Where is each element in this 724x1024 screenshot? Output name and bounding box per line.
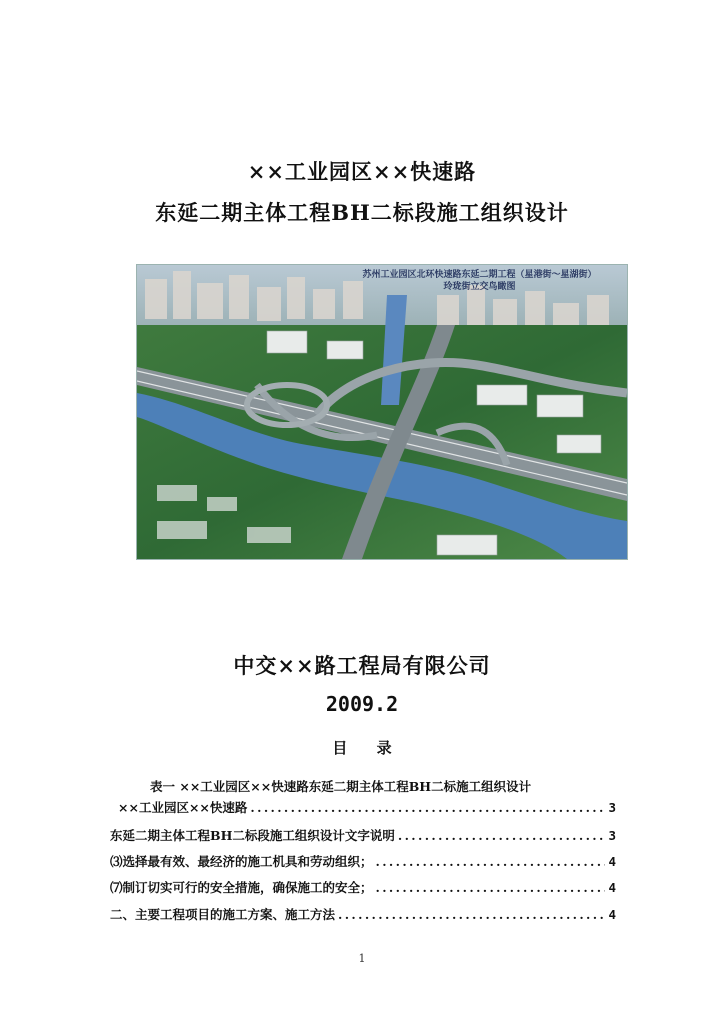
cover-caption-line-1: 苏州工业园区北环快速路东延二期工程（星港街～星湖街） bbox=[362, 270, 597, 280]
toc-entry[interactable] bbox=[110, 878, 616, 896]
toc-entry-page: 4 bbox=[608, 854, 616, 869]
toc-entry-label: ××工业园区××快速路 bbox=[118, 800, 248, 815]
title-line-1: ××工业园区××快速路 bbox=[247, 159, 477, 184]
title-line-2: 东延二期主体工程BH二标段施工组织设计 bbox=[155, 200, 569, 225]
toc-heading: 目 录 bbox=[332, 739, 404, 757]
cover-aerial-rendering bbox=[136, 264, 628, 560]
toc-entry-label: 二、主要工程项目的施工方案、施工方法 bbox=[110, 907, 336, 922]
cover-caption-line-2: 玲珑街立交鸟瞰图 bbox=[443, 282, 516, 292]
company-name: 中交××路工程局有限公司 bbox=[233, 653, 491, 678]
toc-entry-page: 3 bbox=[608, 800, 616, 815]
toc-entry-label: ⑶选择最有效、最经济的施工机具和劳动组织； bbox=[110, 854, 373, 869]
toc-leader-dots bbox=[398, 828, 606, 843]
toc-entry-1-line-1[interactable]: 表一 ××工业园区××快速路东延二期主体工程BH二标施工组织设计 bbox=[150, 779, 532, 794]
toc-leader-dots bbox=[250, 800, 605, 815]
toc-leader-dots bbox=[376, 880, 606, 895]
toc-entry[interactable] bbox=[110, 826, 616, 844]
toc-entry[interactable] bbox=[118, 798, 616, 816]
toc-entry-page: 4 bbox=[608, 907, 616, 922]
interchange-illustration bbox=[137, 265, 627, 559]
cover-caption bbox=[337, 269, 622, 293]
toc-entry-page: 3 bbox=[608, 828, 616, 843]
toc-entry-page: 4 bbox=[608, 880, 616, 895]
toc-leader-dots bbox=[338, 907, 605, 922]
document-date: 2009.2 bbox=[325, 692, 399, 716]
toc-entry-label: 东延二期主体工程BH二标段施工组织设计文字说明 bbox=[110, 828, 395, 843]
toc-entry[interactable] bbox=[110, 852, 616, 870]
toc-leader-dots bbox=[376, 854, 606, 869]
page-number: 1 bbox=[358, 952, 366, 965]
toc-entry-label: ⑺制订切实可行的安全措施，确保施工的安全； bbox=[110, 880, 373, 895]
toc-entry[interactable] bbox=[110, 905, 616, 923]
